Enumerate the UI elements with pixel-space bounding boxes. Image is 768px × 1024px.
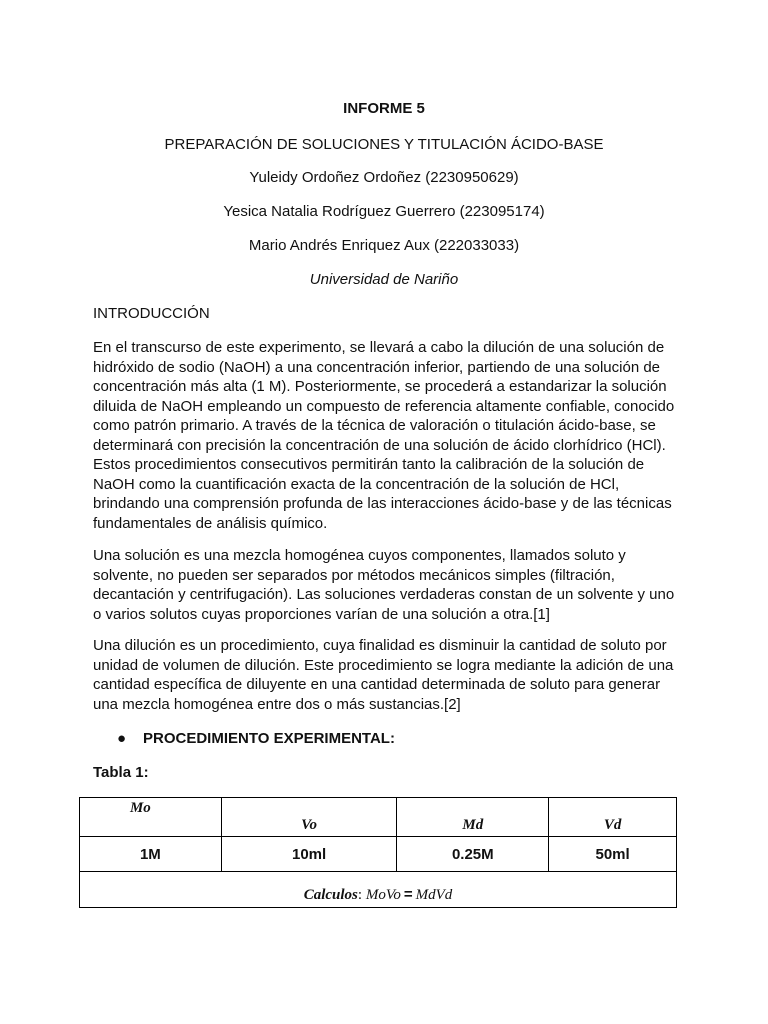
university-name: Universidad de Nariño [309,271,459,288]
intro-paragraph: Una dilución es un procedimiento, cuya finalidad es disminuir la cantidad de soluto por unidad de volumen de dilución. Este procedimiento se logra mediante la adición de una cantidad específica de diluyente en una cantidad determinada de soluto para generar una mezcla homogénea entre dos o más sustancias.[2] [93,637,674,713]
table-header-cell: Vo [221,798,397,837]
author-line: Yesica Natalia Rodríguez Guerrero (223095174) [223,203,545,220]
table-header-cell: Vd [549,798,677,837]
report-subtitle: PREPARACIÓN DE SOLUCIONES Y TITULACIÓN ÁCIDO-BASE [164,136,604,153]
procedure-heading-text: PROCEDIMIENTO EXPERIMENTAL: [143,730,395,747]
table-cell: 50ml [549,837,677,872]
intro-paragraph: Una solución es una mezcla homogénea cuyos componentes, llamados soluto y solvente, no pueden ser separados por métodos mecánicos simples (filtración, decantación y centrifugación). Las soluciones verdaderas constan de un solvente y uno o varios solutos cuyas proporciones varían de una solución a otra.[1] [93,547,675,623]
author-line: Mario Andrés Enriquez Aux (222033033) [248,237,520,254]
table-calc-row [80,872,677,908]
table-cell: 10ml [221,837,397,872]
bullet-icon: ● [117,730,127,747]
calc-lhs: MoVo [365,887,401,903]
author-line: Yuleidy Ordoñez Ordoñez (2230950629) [249,169,519,186]
calc-equals: = [403,886,413,903]
table-cell: 0.25M [397,837,549,872]
calc-rhs: MdVd [415,887,453,903]
calc-formula [80,872,677,908]
calc-colon: : [357,887,363,903]
report-title: INFORME 5 [343,100,425,117]
table-label: Tabla 1: [93,764,149,781]
intro-paragraph: En el transcurso de este experimento, se llevará a cabo la dilución de una solución de hidróxido de sodio (NaOH) a una concentración inferior, partiendo de una solución de concentración más alta (1 M). Posteriormente, se procederá a estandarizar la solución diluida de NaOH empleando un compuesto de referencia altamente confiable, conocido como patrón primario. A través de la técnica de valoración o titulación ácido-base, se determinará con precisión la concentración de una solución de ácido clorhídrico (HCl). Estos procedimientos consecutivos permitirán tanto la calibración de la solución de NaOH como la cuantificación exacta de la concentración de la solución de HCl, brindando una comprensión profunda de las interacciones ácido-base y de las técnicas fundamentales de análisis químico. [93,339,675,532]
table-header-row [80,798,677,837]
data-table [79,797,677,908]
table-header-cell: Md [397,798,549,837]
intro-heading: INTRODUCCIÓN [93,305,210,322]
table-row [80,837,677,872]
table-cell: 1M [80,837,222,872]
calc-label: Calculos [303,887,358,903]
table-header-cell: Mo [80,798,222,837]
procedure-heading [117,730,395,748]
